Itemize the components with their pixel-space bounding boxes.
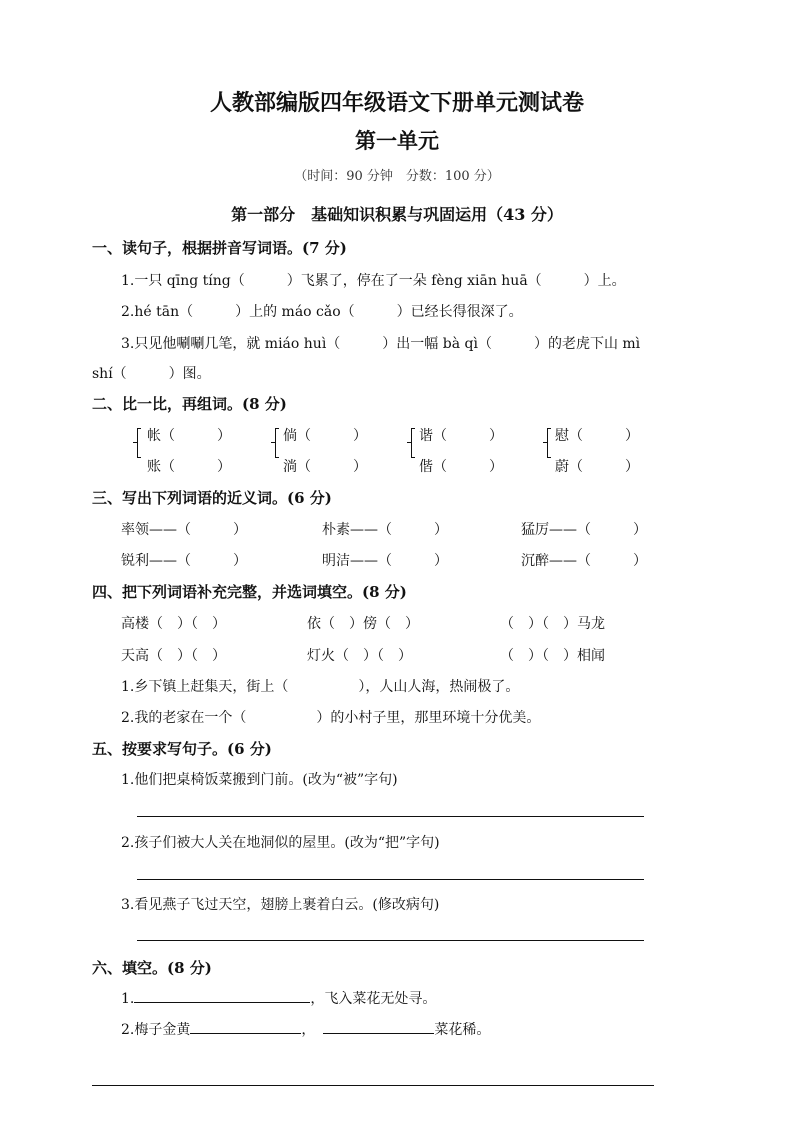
poem-text: ，飞入菜花无处寻。 [310,991,437,1007]
question-number: 1. [121,991,135,1007]
s1-question-1: 1.一只 qīng tíng（ ）飞累了，停在了一朵 fèng xiān huā（ ）上。 [121,273,626,289]
poem-fill-2 [121,1019,490,1039]
poem-fill-1 [121,988,436,1008]
idiom-item: （ ）（ ）相闻 [500,648,605,664]
blank-line[interactable] [190,1019,301,1034]
synonym-item: 明洁——（ ） [322,553,448,569]
poem-text: 2.梅子金黄 [121,1022,191,1038]
idiom-item: （ ）（ ）马龙 [500,616,605,632]
rewrite-question-1: 1.他们把桌椅饭菜搬到门前。(改为“被”字句) [121,772,398,788]
answer-line[interactable] [137,940,644,941]
brace [547,428,554,458]
exam-meta: （时间：90 分钟 分数：100 分） [294,169,500,184]
footer-rule [92,1085,654,1086]
section-2-title: 二、比一比，再组词。(8 分) [92,395,287,413]
rewrite-question-3: 3.看见燕子飞过天空，翅膀上裹着白云。(修改病句) [121,897,440,913]
idiom-item: 灯火（ ）（ ） [307,648,412,664]
exam-title: 人教部编版四年级语文下册单元测试卷 [209,90,584,116]
synonym-item: 沉醉——（ ） [521,553,647,569]
brace [411,428,418,458]
part-heading: 第一部分 基础知识积累与巩固运用（43 分） [231,205,563,224]
compare-word: 蔚（ ） [555,459,639,475]
section-5-title: 五、按要求写句子。(6 分) [92,740,272,758]
section-3-title: 三、写出下列词语的近义词。(6 分) [92,489,332,507]
blank-line[interactable] [134,988,310,1003]
poem-comma: ， [301,1022,316,1038]
answer-line[interactable] [137,816,644,817]
section-6-title: 六、填空。(8 分) [92,959,212,977]
fill-sentence-1: 1.乡下镇上赶集天，街上（ ），人山人海，热闹极了。 [121,679,520,695]
compare-word: 倘（ ） [283,428,367,444]
idiom-item: 天高（ ）（ ） [121,648,226,664]
s1-question-3-cont: shí（ ）图。 [92,366,211,382]
compare-word: 谐（ ） [419,428,503,444]
idiom-item: 依（ ）傍（ ） [307,616,419,632]
compare-word: 帐（ ） [147,428,231,444]
compare-word: 淌（ ） [283,459,367,475]
section-1-title: 一、读句子，根据拼音写词语。(7 分) [92,239,347,257]
s1-question-3: 3.只见他唰唰几笔，就 miáo huì（ ）出一幅 bà qì（ ）的老虎下山 mì [121,336,641,352]
compare-word: 账（ ） [147,459,231,475]
s1-question-2: 2.hé tān（ ）上的 máo cǎo（ ）已经长得很深了。 [121,304,523,320]
synonym-item: 率领——（ ） [121,522,247,538]
unit-title: 第一单元 [355,128,439,153]
poem-text: 菜花稀。 [434,1022,491,1038]
synonym-item: 锐利——（ ） [121,553,247,569]
fill-sentence-2: 2.我的老家在一个（ ）的小村子里，那里环境十分优美。 [121,710,541,726]
answer-line[interactable] [137,879,644,880]
compare-word: 偕（ ） [419,459,503,475]
brace [275,428,282,458]
synonym-item: 朴素——（ ） [322,522,448,538]
synonym-item: 猛厉——（ ） [521,522,647,538]
section-4-title: 四、把下列词语补充完整，并选词填空。(8 分) [92,583,407,601]
brace [137,428,144,458]
idiom-item: 高楼（ ）（ ） [121,616,226,632]
compare-word: 慰（ ） [555,428,639,444]
rewrite-question-2: 2.孩子们被大人关在地洞似的屋里。(改为“把”字句) [121,835,440,851]
blank-line[interactable] [323,1019,434,1034]
